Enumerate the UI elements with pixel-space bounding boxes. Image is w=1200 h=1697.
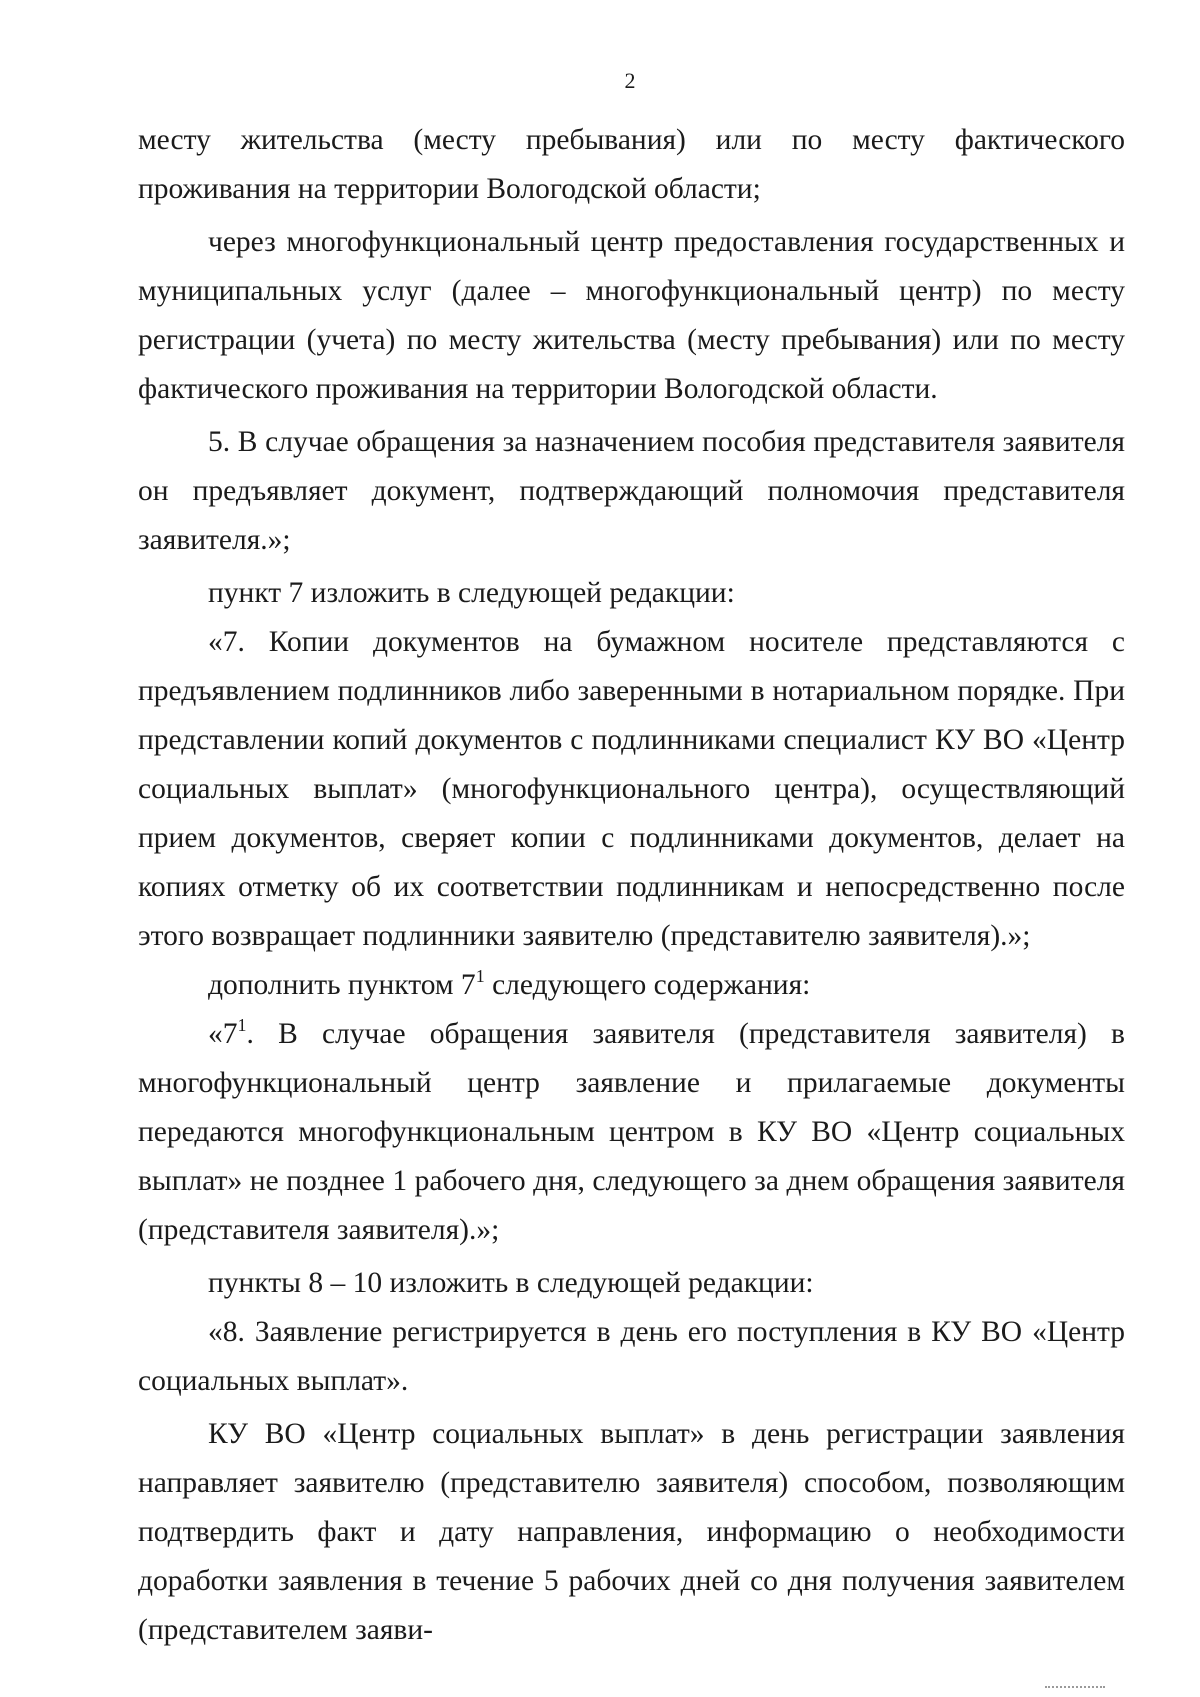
paragraph-item-7-1	[138, 1010, 1125, 1255]
paragraph-items-8-10-instruction: пункты 8 – 10 изложить в следующей редакции:	[208, 1267, 814, 1299]
text-segment: дополнить пунктом 7	[208, 969, 476, 1001]
text-segment: «7	[208, 1018, 238, 1050]
paragraph-item-7-1-instruction	[138, 961, 1125, 1010]
paragraph-residence-continuation: месту жительства (месту пребывания) или по месту фактического проживания на территории Вологодской области;	[138, 124, 1125, 205]
paragraph-item-5: 5. В случае обращения за назначением пособия представителя заявителя он предъявляет документ, подтверждающий полномочия представителя заявителя.»;	[138, 426, 1125, 556]
paragraph-notification: КУ ВО «Центр социальных выплат» в день регистрации заявления направляет заявителю (представителю заявителя) способом, позволяющим подтвердить факт и дату направления, информацию о необходимости доработки заявления в течение 5 рабочих дней со дня получения заявителем (представителем заяви-	[138, 1418, 1125, 1646]
scan-artifact	[1045, 1686, 1105, 1692]
page-number: 2	[624, 68, 636, 93]
paragraph-item-7: «7. Копии документов на бумажном носителе представляются с предъявлением подлинников либо заверенными в нотариальном порядке. При представлении копий документов с подлинниками специалист КУ ВО «Центр социальных выплат» (многофункционального центра), осуществляющий прием документов, сверяет копии с подлинниками документов, делает на копиях отметку об их соответствии подлинникам и непосредственно после этого возвращает подлинники заявителю (представителю заявителя).»;	[138, 626, 1125, 952]
paragraph-mfc-submission: через многофункциональный центр предоставления государственных и муниципальных услуг (далее – многофункциональный центр) по месту регистрации (учета) по месту жительства (месту пребывания) или по месту фактического проживания на территории Вологодской области.	[138, 226, 1125, 405]
paragraph-item-8: «8. Заявление регистрируется в день его поступления в КУ ВО «Центр социальных выплат».	[138, 1316, 1125, 1397]
superscript: 1	[237, 1015, 247, 1035]
text-segment: следующего содержания:	[484, 969, 811, 1001]
superscript: 1	[475, 966, 485, 986]
document-body	[138, 116, 1125, 1655]
text-segment: . В случае обращения заявителя (представителя заявителя) в многофункциональный центр заявление и прилагаемые документы передаются многофункциональным центром в КУ ВО «Центр социальных выплат» не позднее 1 рабочего дня, следующего за днем обращения заявителя (представителя заявителя).»;	[138, 1018, 1125, 1246]
paragraph-item-7-instruction: пункт 7 изложить в следующей редакции:	[208, 577, 735, 609]
